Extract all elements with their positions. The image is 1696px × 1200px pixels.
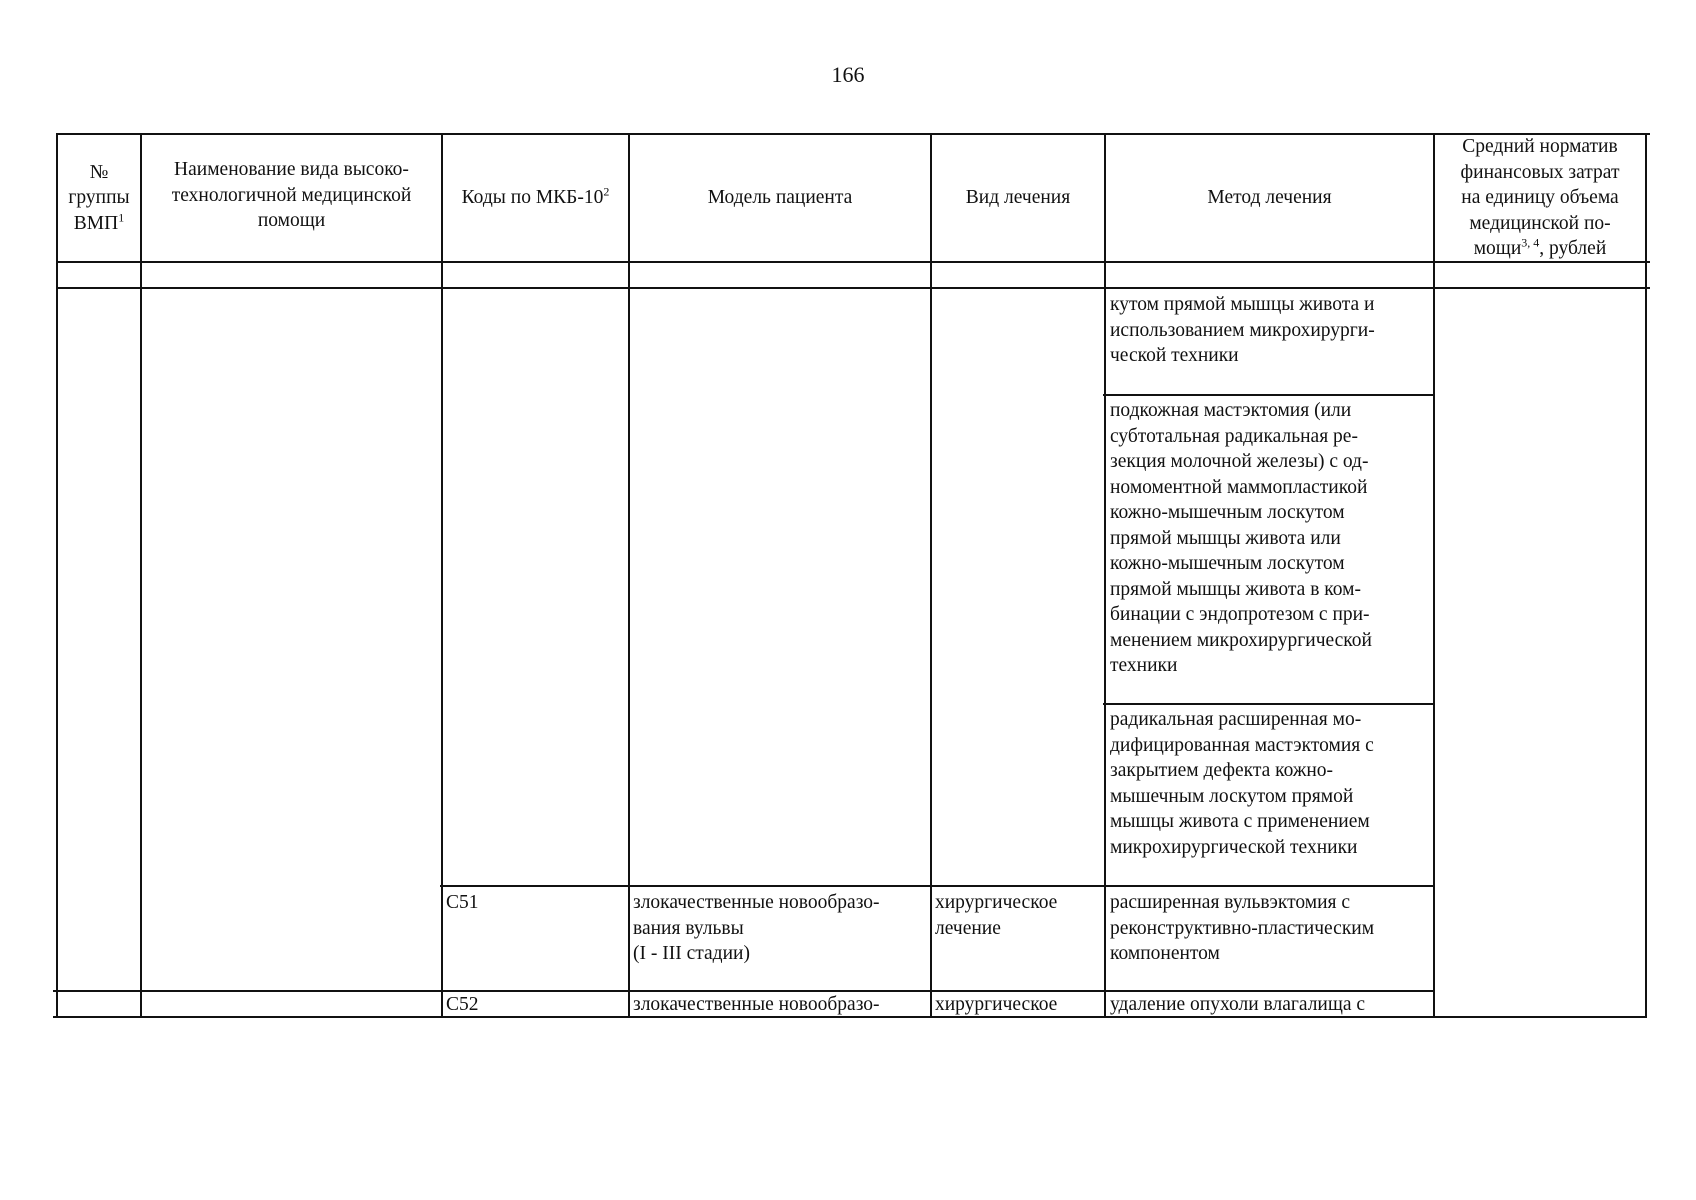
header-vmp-name-l3: помощи	[257, 210, 326, 231]
patient-model-cell-c51	[633, 890, 929, 967]
row-divider-c51	[440, 885, 1434, 887]
page-number: 166	[831, 62, 865, 87]
header-average-cost-l2: финансовых затрат	[1460, 161, 1620, 183]
text-line: компонентом	[1110, 943, 1220, 964]
header-vmp-name	[142, 135, 441, 261]
header-treatment-type: Вид лечения	[965, 187, 1071, 209]
text-line: реконструктивно-пластическим	[1110, 917, 1375, 939]
patient-model-cell-c52	[633, 992, 929, 1018]
col-border-right	[1645, 133, 1647, 1018]
col-border-1	[140, 133, 142, 1018]
header-treatment-method: Метод лечения	[1207, 187, 1332, 209]
text-line: кожно-мышечным лоскутом	[1110, 502, 1345, 523]
text-line: кутом прямой мышцы живота и	[1110, 294, 1375, 315]
header-vmp-name-l2: технологичной медицинской	[171, 184, 412, 206]
header-group-number-l2: группы	[68, 187, 130, 209]
text-line: прямой мышцы живота или	[1110, 527, 1341, 549]
header-average-cost	[1435, 135, 1645, 261]
header-group-number-l3: ВМП$^1$	[73, 210, 125, 234]
text-line: (I - III стадии)	[633, 943, 750, 964]
code-cell-c51: C51	[446, 892, 479, 913]
col-border-left	[56, 133, 58, 1018]
text-line: кожно-мышечным лоскутом	[1110, 553, 1345, 574]
header-icd-codes: Коды по МКБ-$10^2$	[461, 184, 610, 209]
text-line: прямой мышцы живота в ком-	[1110, 578, 1361, 600]
header-group-number-l1: №	[89, 161, 109, 183]
text-line: расширенная вульвэктомия с	[1110, 892, 1351, 913]
text-line: удаление опухоли влагалища с	[1110, 994, 1366, 1015]
method-cell-2	[1110, 398, 1432, 679]
text-line: хирургическое	[935, 994, 1058, 1015]
text-line: менением микрохирургической	[1110, 629, 1372, 651]
text-line: закрытием дефекта кожно-	[1110, 760, 1334, 781]
header-average-cost-l1: Средний норматив	[1462, 136, 1618, 158]
text-line: радикальная расширенная мо-	[1110, 709, 1362, 730]
col-border-5	[1104, 133, 1106, 1018]
method-cell-c52	[1110, 992, 1432, 1018]
text-line: ческой техники	[1110, 345, 1239, 366]
text-line: микрохирургической техники	[1110, 836, 1358, 858]
text-line: лечение	[935, 917, 1001, 939]
method-cell-3	[1110, 707, 1432, 860]
text-line: злокачественные новообразо-	[633, 994, 880, 1015]
treatment-type-cell-c51	[935, 890, 1103, 941]
text-line: использованием микрохирурги-	[1110, 319, 1375, 341]
text-line: мышечным лоскутом прямой	[1110, 785, 1354, 807]
header-bottom-rule	[56, 261, 1650, 263]
text-line: субтотальная радикальная ре-	[1110, 425, 1358, 447]
column-number-rule	[56, 287, 1650, 289]
header-group-number	[58, 135, 140, 261]
header-average-cost-l4: медицинской по-	[1469, 212, 1611, 234]
col-border-3	[628, 133, 630, 1018]
header-patient-model: Модель пациента	[707, 187, 853, 209]
text-line: злокачественные новообразо-	[633, 892, 880, 913]
col-border-2	[441, 133, 443, 1018]
col-border-6	[1433, 133, 1435, 1018]
code-cell-c52: C52	[446, 994, 479, 1015]
text-line: номоментной маммопластикой	[1110, 476, 1368, 498]
text-line: мышцы живота с применением	[1110, 811, 1370, 832]
header-average-cost-l3: на единицу объема	[1461, 187, 1619, 209]
treatment-type-cell-c52	[935, 992, 1103, 1018]
text-line: бинации с эндопротезом с при-	[1110, 604, 1370, 625]
header-average-cost-l5: мощи$^{3, 4}$, рублей	[1473, 235, 1607, 260]
text-line: подкожная мастэктомия (или	[1110, 400, 1352, 421]
text-line: техники	[1110, 655, 1178, 676]
method-cell-1	[1110, 292, 1432, 369]
col-border-4	[930, 133, 932, 1018]
text-line: дифицированная мастэктомия с	[1110, 734, 1374, 756]
method-divider-2	[1103, 703, 1434, 705]
text-line: хирургическое	[935, 892, 1058, 913]
method-divider-1	[1103, 394, 1434, 396]
method-cell-c51	[1110, 890, 1432, 967]
text-line: зекция молочной железы) с од-	[1110, 451, 1369, 472]
header-vmp-name-l1: Наименование вида высоко-	[174, 159, 409, 180]
text-line: вания вульвы	[633, 917, 744, 939]
